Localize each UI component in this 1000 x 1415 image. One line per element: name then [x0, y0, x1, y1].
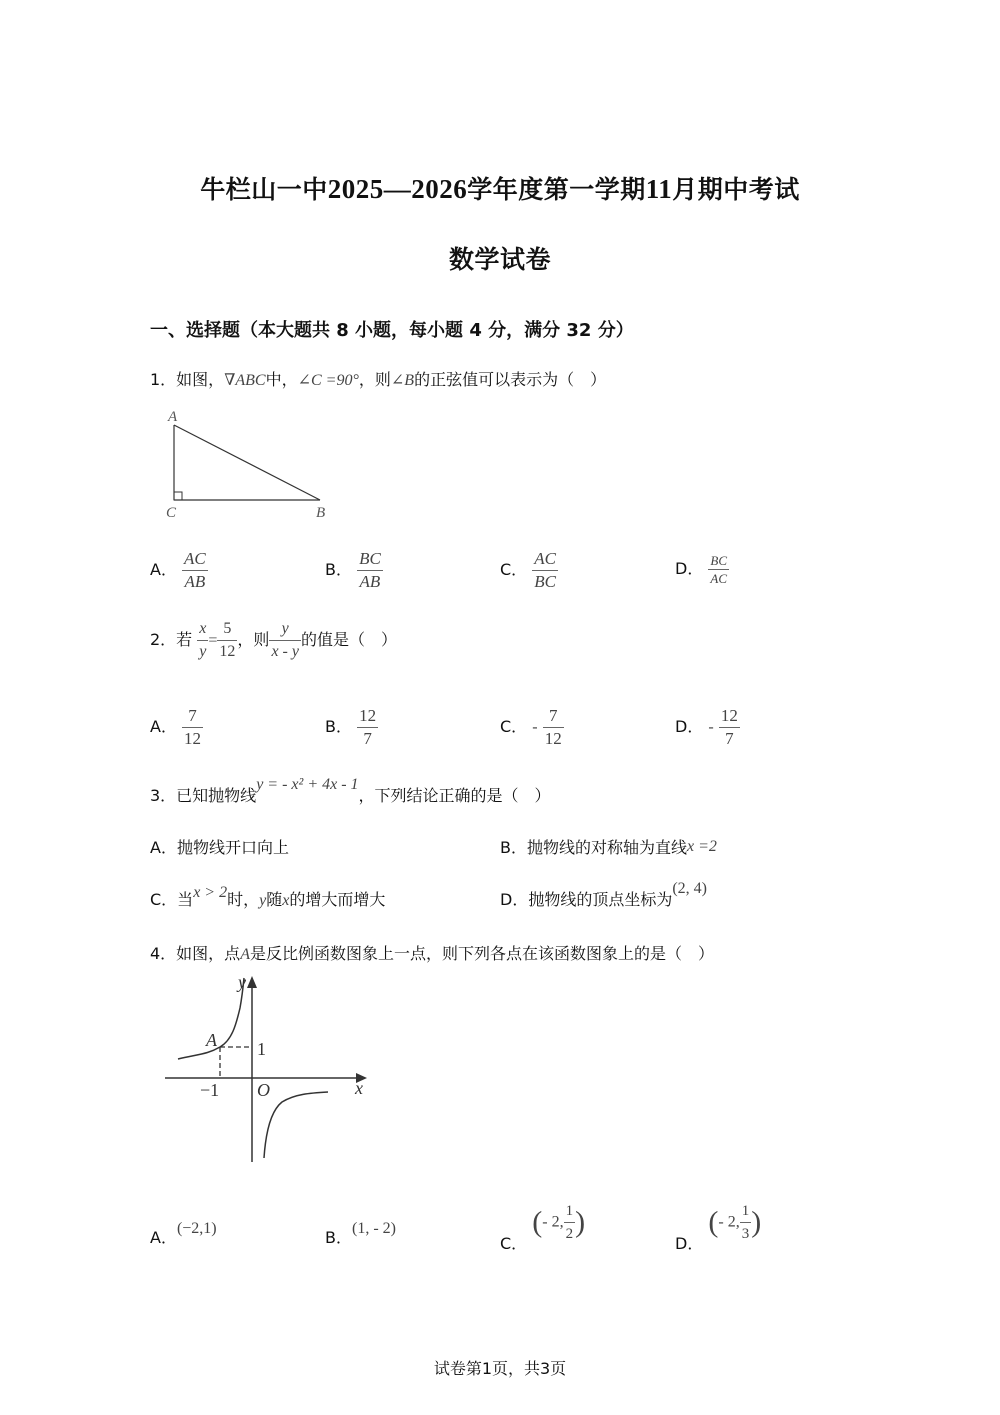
hyperbola-figure [160, 970, 380, 1170]
q3-option-d[interactable]: D．抛物线的顶点坐标为(2, 4) [500, 880, 707, 909]
origin-label: O [257, 1080, 270, 1100]
page-footer: 试卷第1页，共3页 [433, 1359, 567, 1378]
question-2: 2．若 $\frac{x}{y}$ = $\frac{5}{12}$ ，则 $\frac{y}{x - y}$ 的值是（ ） [150, 620, 397, 660]
exam-subtitle: 数学试卷 [448, 245, 551, 274]
x-axis-label: x [355, 1078, 363, 1098]
q3-option-b[interactable]: B．抛物线的对称轴为直线x =2 [500, 838, 717, 857]
q4-option-c[interactable]: C． (- 2, $\frac{1}{2}$ ) [500, 1200, 585, 1245]
q3-option-a[interactable]: A．抛物线开口向上 [150, 838, 289, 857]
section-heading: 一、选择题（本大题共 8 小题，每小题 4 分，满分 32 分） [150, 320, 634, 341]
exam-title: 牛栏山一中2025—2026学年度第一学期11月期中考试 [200, 174, 800, 204]
point-a-label: A [206, 1030, 217, 1050]
q1-option-b[interactable]: B． $\frac{BC}{AB}$ [325, 549, 381, 591]
y-one-label: 1 [257, 1039, 266, 1059]
x-neg-one-label: −1 [200, 1080, 220, 1100]
q4-option-d[interactable]: D． (- 2, $\frac{1}{3}$ ) [675, 1200, 761, 1245]
question-1: 1．如图，∇ABC中，∠C =90°，则∠B的正弦值可以表示为（ ） [150, 370, 607, 389]
y-axis-label: y [238, 972, 246, 992]
q4-option-a[interactable]: A．(−2,1) [150, 1220, 217, 1247]
q3-option-c[interactable]: C．当x > 2时，y随x的增大而增大 [150, 884, 386, 909]
vertex-c-label: C [166, 505, 177, 521]
q1-option-d[interactable]: D． $\frac{BC}{AC}$ [675, 553, 728, 586]
vertex-b-label: B [316, 505, 326, 521]
q2-option-b[interactable]: B． $\frac{12}{7}$ [325, 706, 377, 748]
triangle-figure [160, 405, 340, 525]
q1-option-c[interactable]: C． $\frac{AC}{BC}$ [500, 549, 557, 591]
question-4: 4．如图，点A是反比例函数图象上一点，则下列各点在该函数图象上的是（ ） [150, 944, 714, 963]
q2-option-a[interactable]: A． $\frac{7}{12}$ [150, 706, 202, 748]
question-3: 3．已知抛物线y = - x² + 4x - 1，下列结论正确的是（ ） [150, 776, 551, 805]
q4-option-b[interactable]: B．(1, - 2) [325, 1220, 396, 1247]
q1-option-a[interactable]: A． $\frac{AC}{AB}$ [150, 549, 206, 591]
q2-option-d[interactable]: D． - $\frac{12}{7}$ [675, 706, 738, 748]
q2-option-c[interactable]: C． - $\frac{7}{12}$ [500, 706, 562, 748]
vertex-a-label: A [168, 409, 178, 425]
